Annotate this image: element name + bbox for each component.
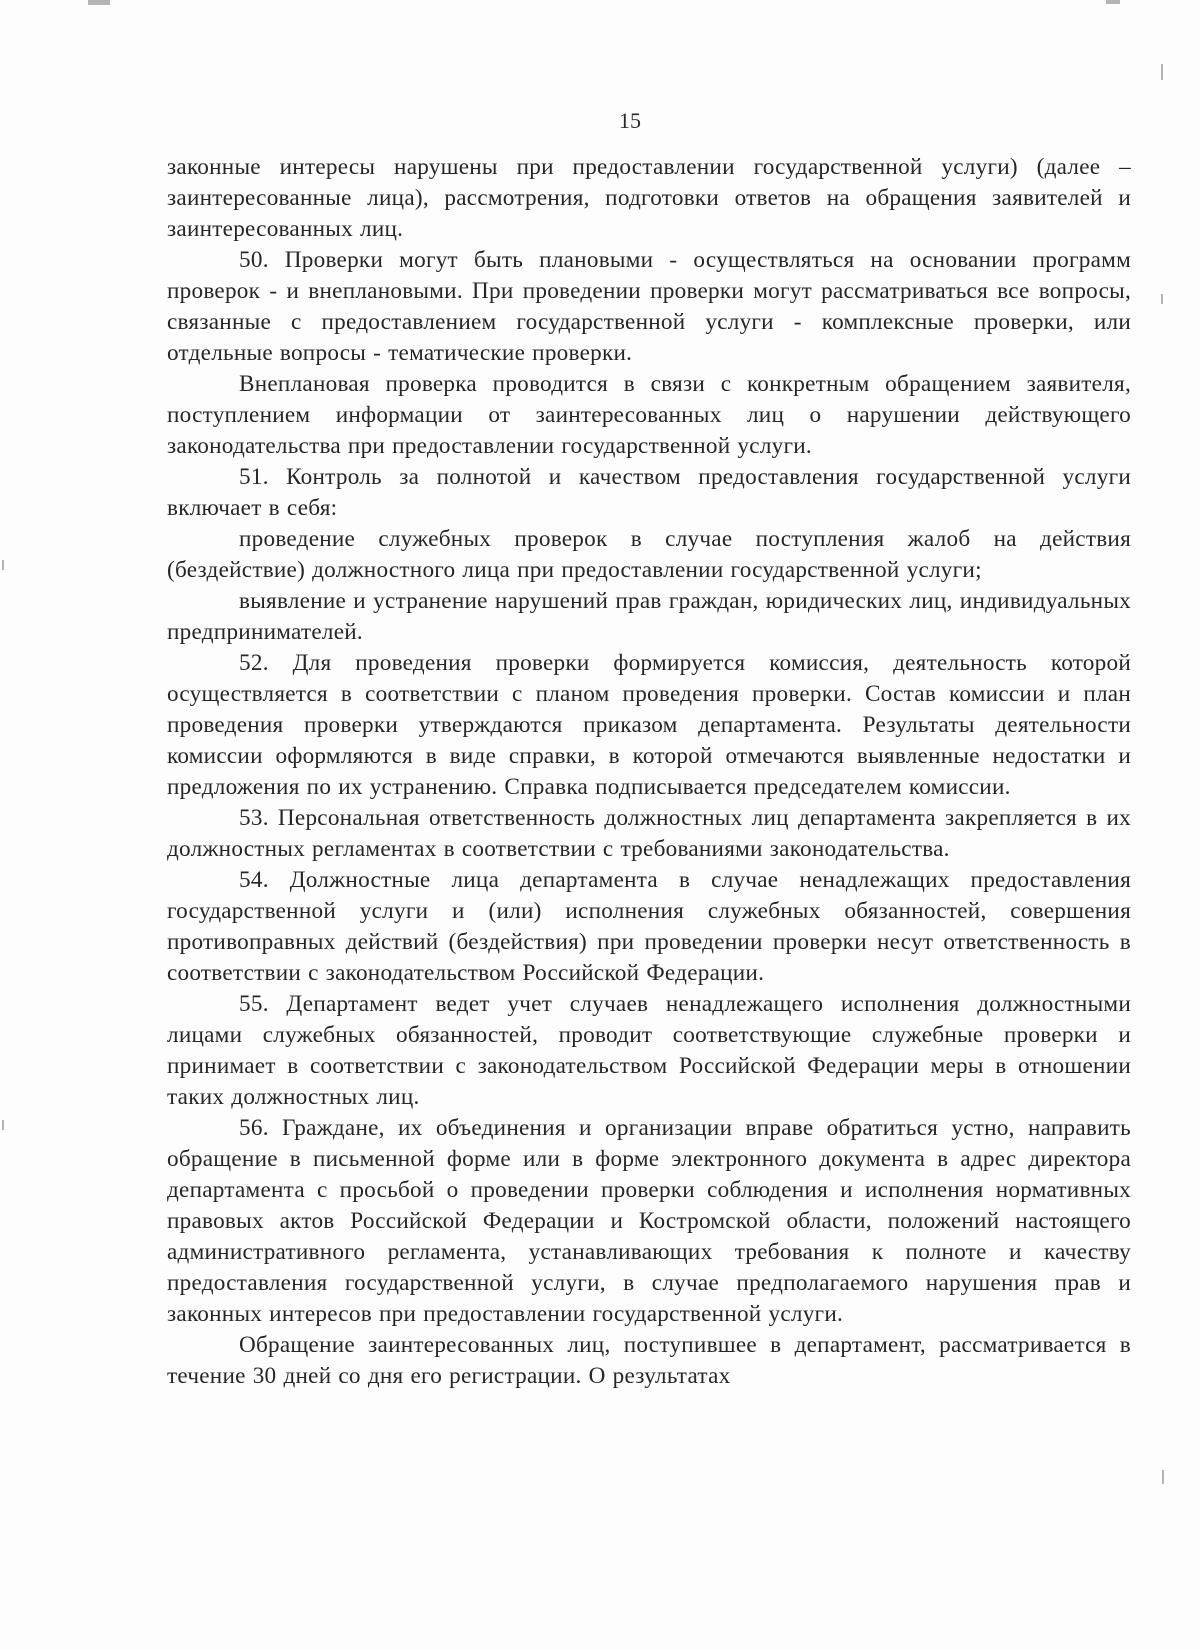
paragraph-56: 56. Граждане, их объединения и организации вправе обратиться устно, направить обращение в письменной форме или в форме электронного документа в адрес директора департамента с просьбой о проведении проверки соблюдения и исполнения нормативных правовых актов Российской Федерации и Костромской области, положений настоящего административного регламента, устанавливающих требования к полноте и качеству предоставления государственной услуги, в случае предполагаемого нарушения прав и законных интересов при предоставлении государственной услуги.: [167, 1115, 1131, 1327]
paragraph-appeal-consideration: Обращение заинтересованных лиц, поступившее в департамент, рассматривается в течение 30 дней со дня его регистрации. О результатах: [167, 1332, 1131, 1389]
paragraph-55: 55. Департамент ведет учет случаев ненадлежащего исполнения должностными лицами служебных обязанностей, проводит соответствующие служебные проверки и принимает в соответствии с законодательством Российской Федерации меры в отношении таких должностных лиц.: [167, 991, 1131, 1110]
paragraph-51-item-1: проведение служебных проверок в случае поступления жалоб на действия (бездействие) должностного лица при предоставлении государственной услуги;: [167, 526, 1131, 583]
paragraph-51-item-2: выявление и устранение нарушений прав граждан, юридических лиц, индивидуальных предпринимателей.: [167, 588, 1131, 645]
paragraph-54: 54. Должностные лица департамента в случае ненадлежащих предоставления государственной услуги и (или) исполнения служебных обязанностей, совершения противоправных действий (бездействия) при проведении проверки несут ответственность в соответствии с законодательством Российской Федерации.: [167, 867, 1131, 986]
scan-artifact-top-right: [1106, 0, 1120, 4]
document-body: [167, 152, 1131, 1392]
paragraph-53: 53. Персональная ответственность должностных лиц департамента закрепляется в их должностных регламентах в соответствии с требованиями законодательства.: [167, 805, 1131, 862]
paragraph-52: 52. Для проведения проверки формируется комиссия, деятельность которой осуществляется в соответствии с планом проведения проверки. Состав комиссии и план проведения проверки утверждаются приказом департамента. Результаты деятельности комиссии оформляются в виде справки, в которой отмечаются выявленные недостатки и предложения по их устранению. Справка подписывается председателем комиссии.: [167, 650, 1131, 800]
scan-artifact-right-edge: [1161, 64, 1163, 80]
page-number: 15: [619, 108, 641, 133]
scan-artifact-top-left: [88, 0, 110, 5]
scan-artifact-right-edge-3: [1162, 1470, 1164, 1484]
scan-artifact-left-edge-2: [2, 1120, 4, 1130]
paragraph-continuation: законные интересы нарушены при предоставлении государственной услуги) (далее – заинтересованные лица), рассмотрения, подготовки ответов на обращения заявителей и заинтересованных лиц.: [167, 154, 1131, 242]
paragraph-51: 51. Контроль за полнотой и качеством предоставления государственной услуги включает в себя:: [167, 464, 1131, 521]
scan-artifact-right-edge-2: [1161, 294, 1163, 304]
paragraph-50: 50. Проверки могут быть плановыми - осуществляться на основании программ проверок - и внеплановыми. При проведении проверки могут рассматриваться все вопросы, связанные с предоставлением государственной услуги - комплексные проверки, или отдельные вопросы - тематические проверки.: [167, 247, 1131, 366]
paragraph-unscheduled-inspection: Внеплановая проверка проводится в связи с конкретным обращением заявителя, поступлением информации от заинтересованных лиц о нарушении действующего законодательства при предоставлении государственной услуги.: [167, 371, 1131, 459]
scan-artifact-left-edge: [2, 560, 4, 570]
